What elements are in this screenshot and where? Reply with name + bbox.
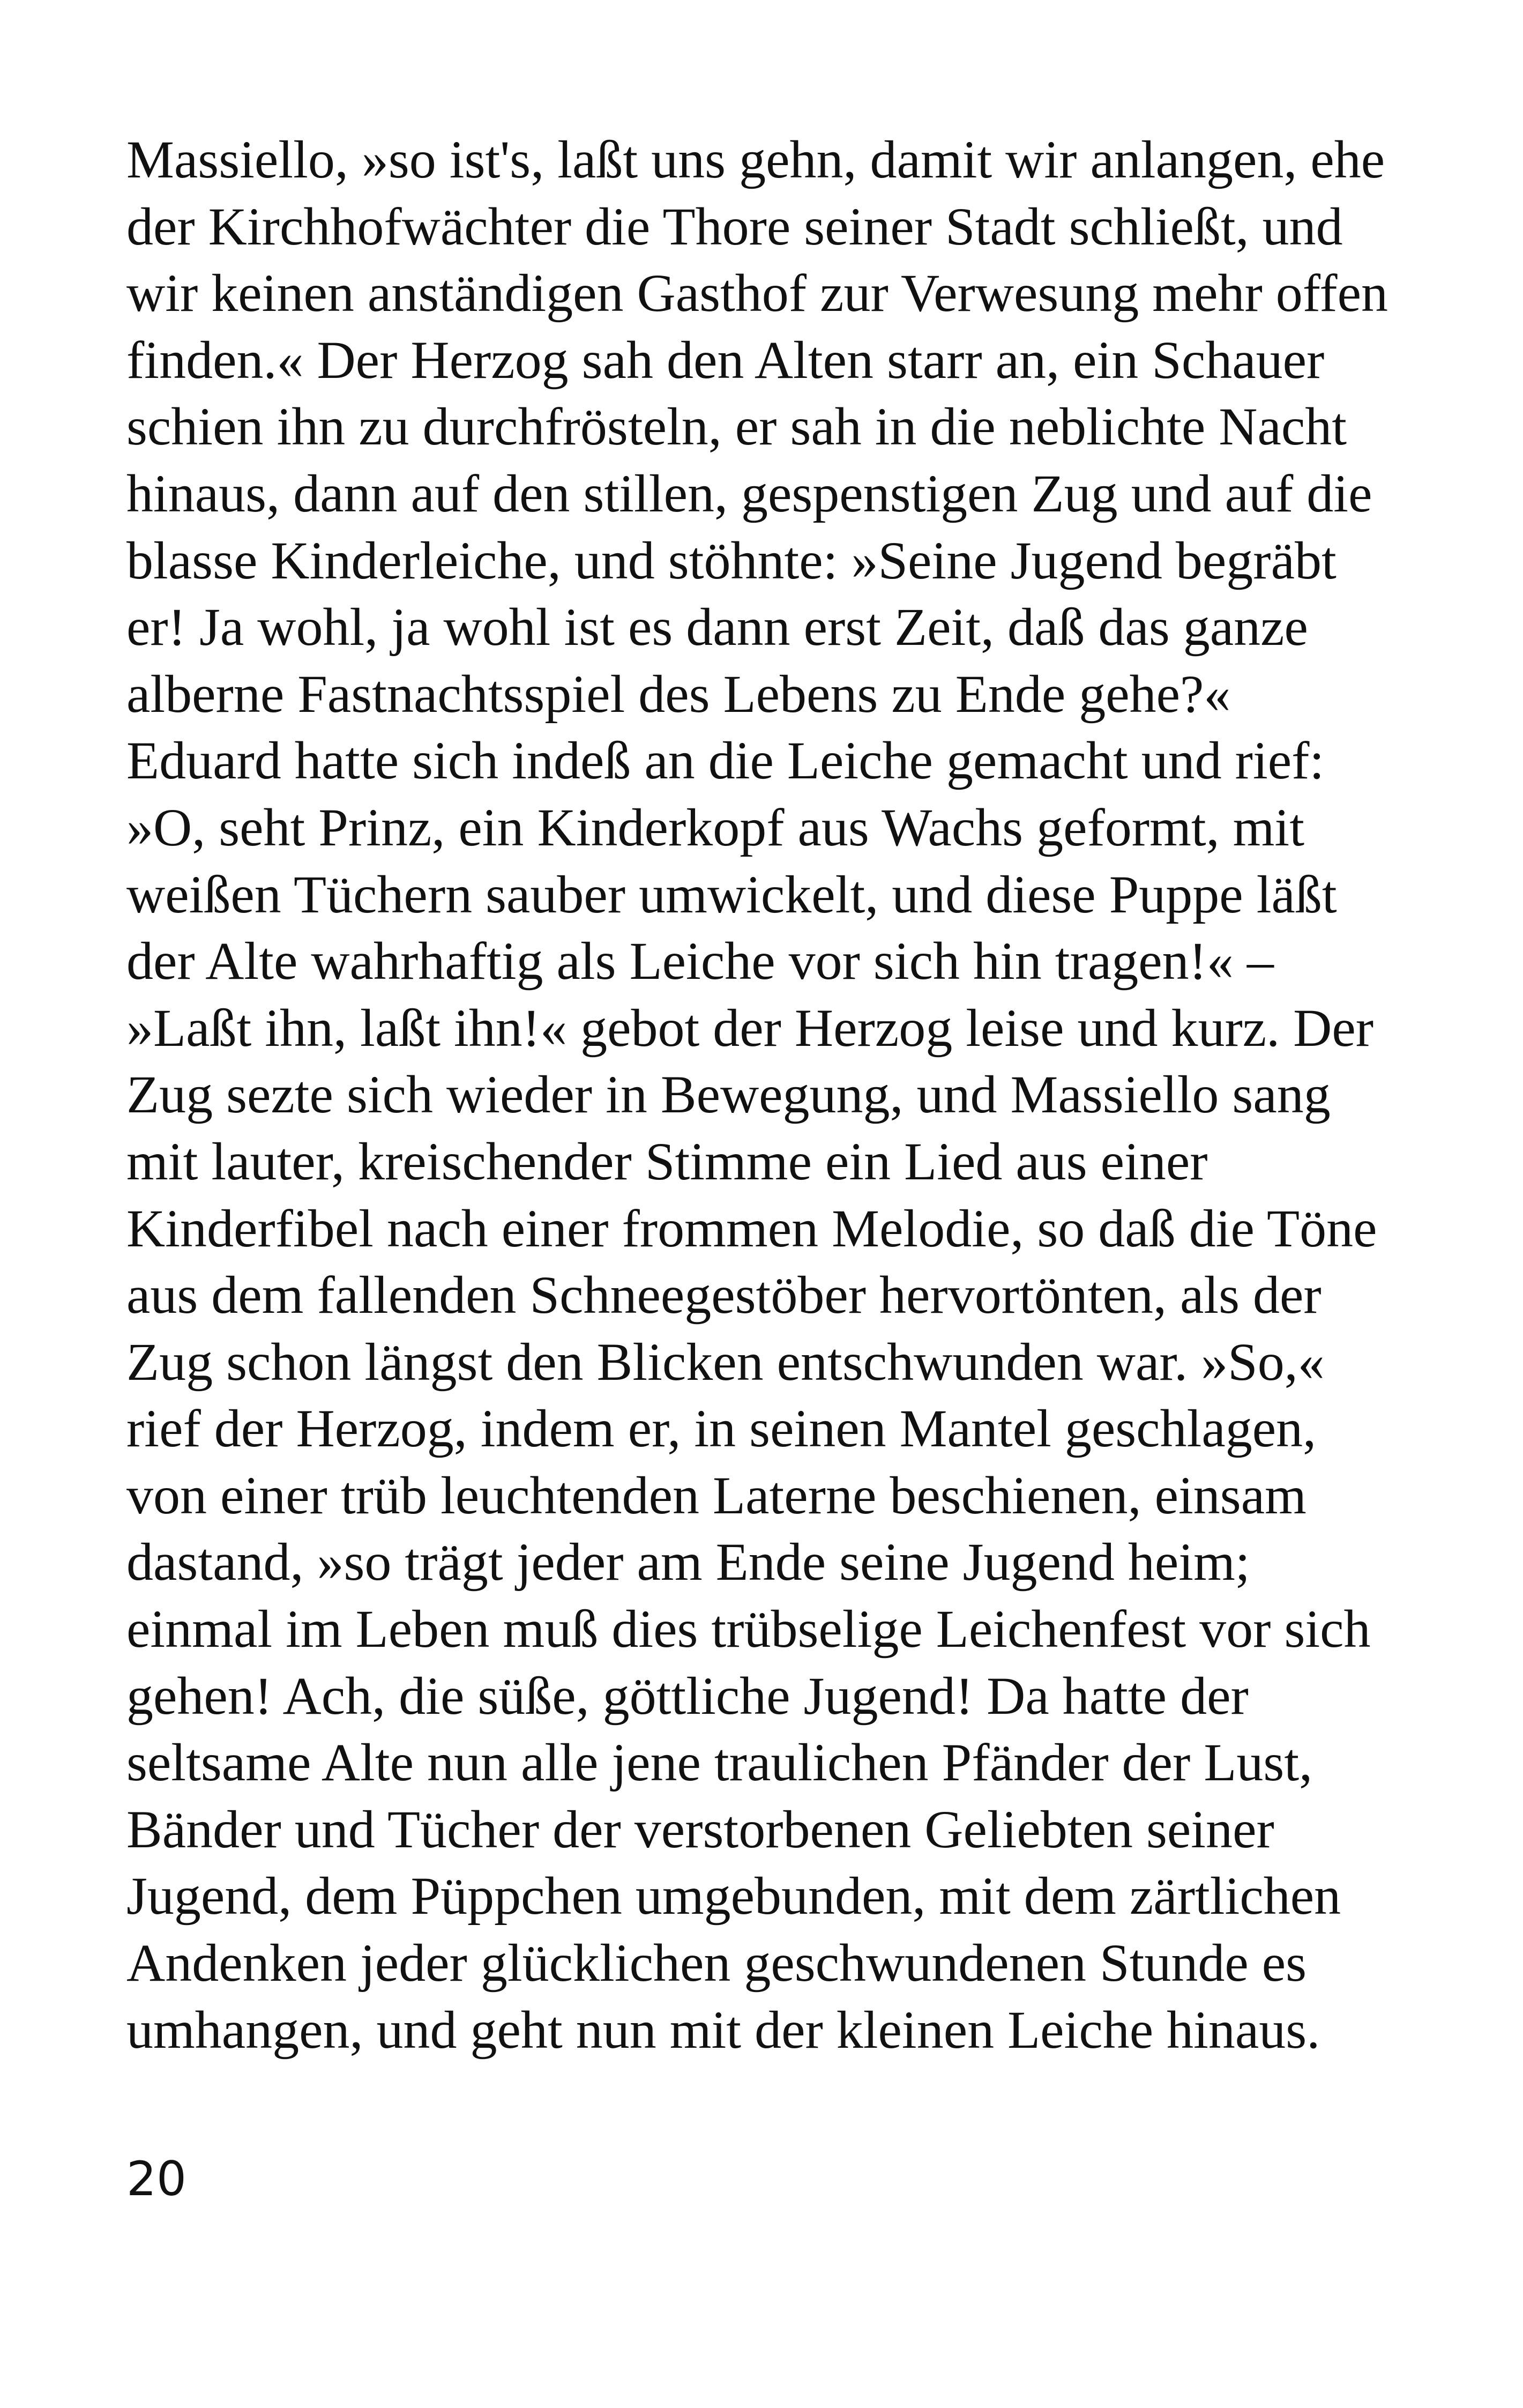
text-line: Massiello, »so ist's, laßt uns gehn, damit wir anlangen, ehe (126, 130, 1385, 189)
text-line: dastand, »so trägt jeder am Ende seine Jugend heim; (126, 1532, 1250, 1592)
text-line: einmal im Leben muß dies trübselige Leichenfest vor sich (126, 1599, 1371, 1659)
text-line: Zug schon längst den Blicken entschwunden war. »So,« (126, 1332, 1325, 1392)
text-line: weißen Tüchern sauber umwickelt, und diese Puppe läßt (126, 864, 1337, 924)
text-line: hinaus, dann auf den stillen, gespenstigen Zug und auf die (126, 463, 1372, 523)
text-line: rief der Herzog, indem er, in seinen Mantel geschlagen, (126, 1399, 1317, 1459)
text-line: aus dem fallenden Schneegestöber hervortönten, als der (126, 1265, 1322, 1325)
text-line: von einer trüb leuchtenden Laterne beschienen, einsam (126, 1465, 1307, 1525)
page-number: 20 (126, 2151, 186, 2206)
text-line: seltsame Alte nun alle jene traulichen Pfänder der Lust, (126, 1733, 1313, 1793)
text-line: der Alte wahrhaftig als Leiche vor sich hin tragen!« – (126, 931, 1274, 991)
text-line: Andenken jeder glücklichen geschwundenen Stunde es (126, 1933, 1307, 1993)
text-line: Zug sezte sich wieder in Bewegung, und Massiello sang (126, 1065, 1331, 1125)
text-line: wir keinen anständigen Gasthof zur Verwesung mehr offen (126, 263, 1388, 323)
text-line: »O, seht Prinz, ein Kinderkopf aus Wachs geformt, mit (126, 797, 1304, 857)
text-line: schien ihn zu durchfrösteln, er sah in die neblichte Nacht (126, 397, 1347, 457)
text-line: er! Ja wohl, ja wohl ist es dann erst Zeit, daß das ganze (126, 597, 1308, 657)
text-line: alberne Fastnachtsspiel des Lebens zu Ende gehe?« (126, 664, 1231, 724)
text-line: umhangen, und geht nun mit der kleinen Leiche hinaus. (126, 2000, 1320, 2060)
text-line: Bänder und Tücher der verstorbenen Geliebten seiner (126, 1799, 1274, 1859)
body-text (126, 127, 1423, 2063)
text-line: mit lauter, kreischender Stimme ein Lied aus einer (126, 1131, 1208, 1191)
text-line: Jugend, dem Püppchen umgebunden, mit dem zärtlichen (126, 1866, 1341, 1926)
text-line: finden.« Der Herzog sah den Alten starr an, ein Schauer (126, 330, 1325, 390)
text-line: gehen! Ach, die süße, göttliche Jugend! Da hatte der (126, 1666, 1249, 1726)
text-line: der Kirchhofwächter die Thore seiner Stadt schließt, und (126, 196, 1343, 256)
text-line: Eduard hatte sich indeß an die Leiche gemacht und rief: (126, 731, 1325, 791)
text-line: blasse Kinderleiche, und stöhnte: »Seine Jugend begräbt (126, 530, 1337, 590)
text-line: Kinderfibel nach einer frommen Melodie, so daß die Töne (126, 1198, 1377, 1258)
text-line: »Laßt ihn, laßt ihn!« gebot der Herzog leise und kurz. Der (126, 998, 1374, 1058)
